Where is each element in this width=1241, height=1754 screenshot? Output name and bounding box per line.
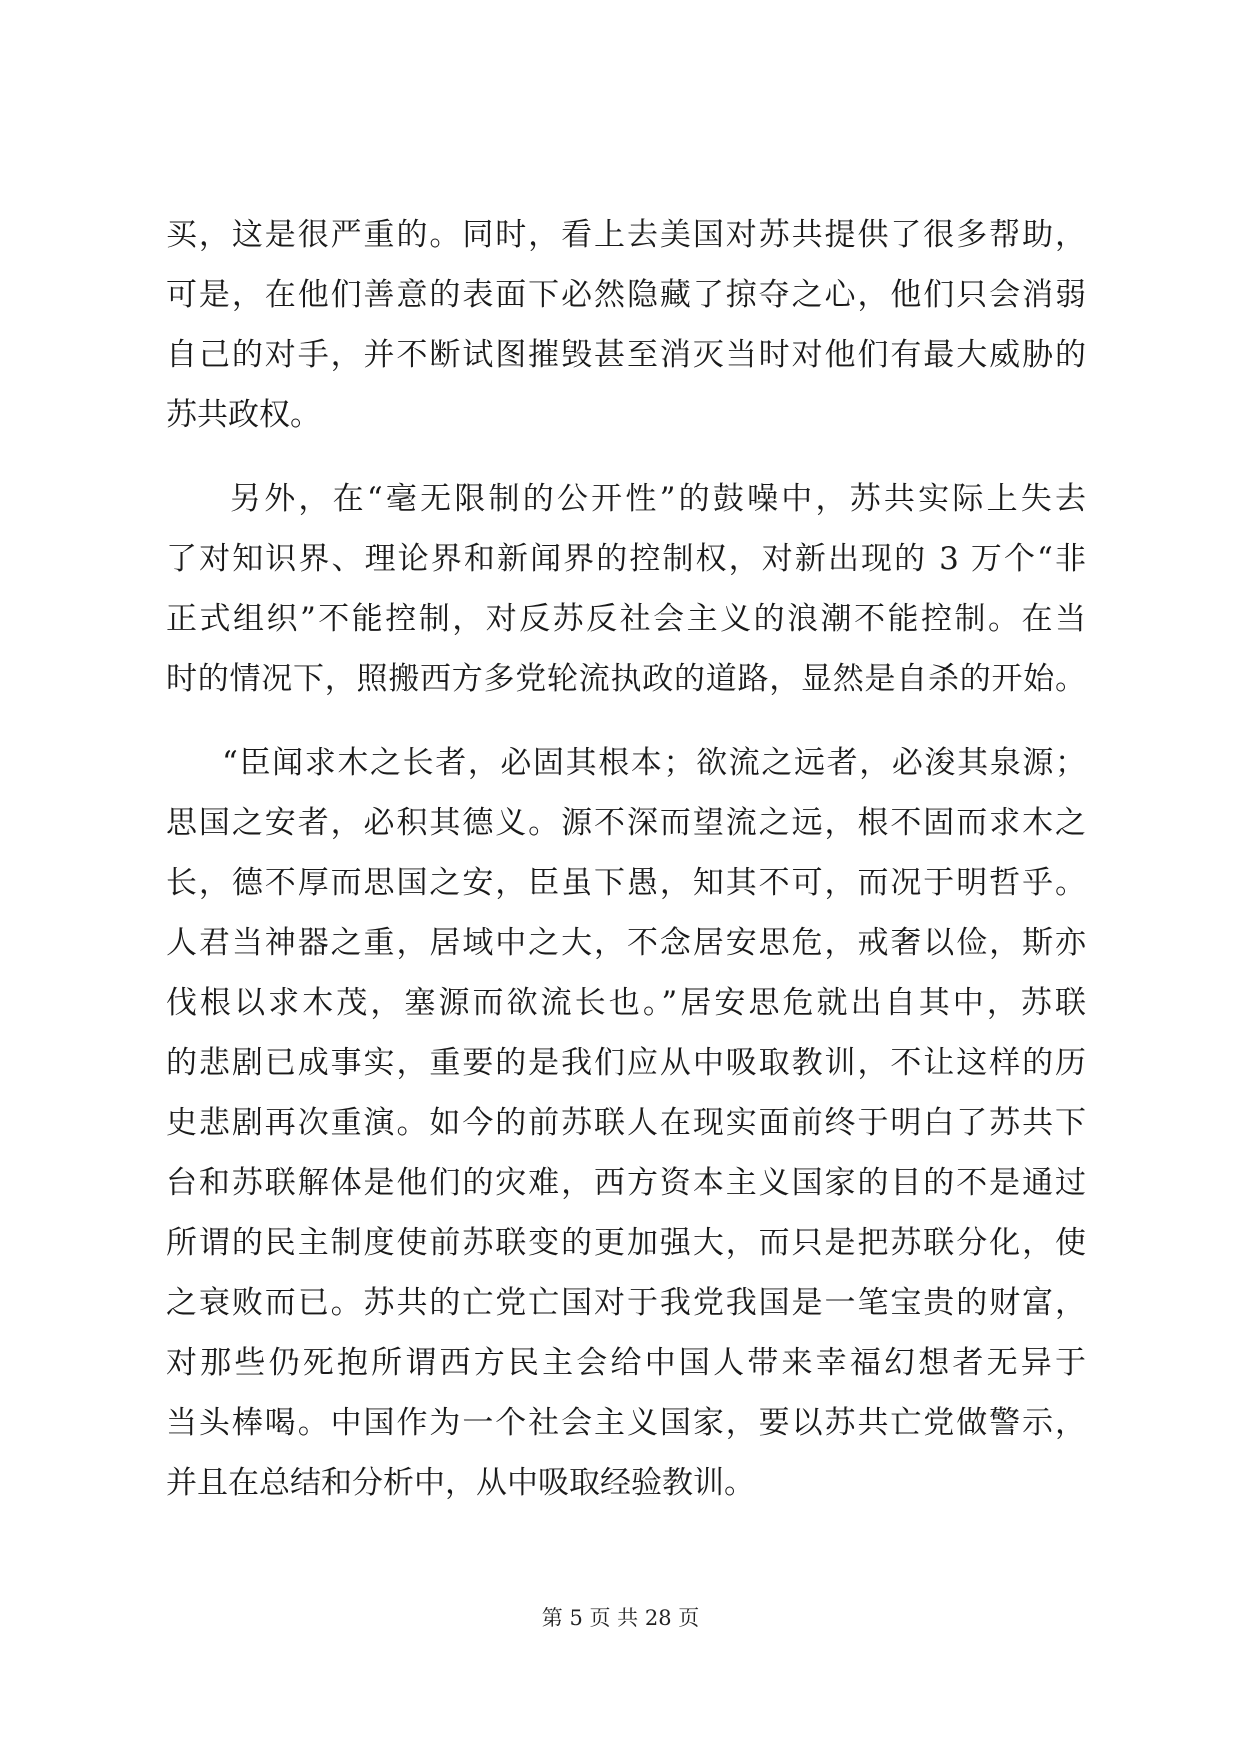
text-line: 自己的对手，并不断试图摧毁甚至消灭当时对他们有最大威胁的 [166,337,1086,373]
text-line: 买，这是很严重的。同时，看上去美国对苏共提供了很多帮助， [166,217,1086,253]
text-line: 所谓的民主制度使前苏联变的更加强大，而只是把苏联分化，使 [166,1225,1086,1261]
text-line: 苏共政权。 [166,397,321,433]
text-line: 史悲剧再次重演。如今的前苏联人在现实面前终于明白了苏共下 [166,1105,1086,1141]
text-line: 可是，在他们善意的表面下必然隐藏了掠夺之心，他们只会消弱 [166,277,1086,313]
text-line: 另外，在“毫无限制的公开性”的鼓噪中，苏共实际上失去 [230,481,1086,517]
text-line: 当头棒喝。中国作为一个社会主义国家，要以苏共亡党做警示， [166,1405,1086,1441]
text-line: 并且在总结和分析中，从中吸取经验教训。 [166,1465,755,1501]
text-line: 之衰败而已。苏共的亡党亡国对于我党我国是一笔宝贵的财富， [166,1285,1086,1321]
page-number-footer: 第 5 页 共 28 页 [541,1606,700,1630]
text-line: 了对知识界、理论界和新闻界的控制权，对新出现的 3 万个“非 [166,541,1086,577]
text-line: 时的情况下，照搬西方多党轮流执政的道路，显然是自杀的开始。 [166,661,1086,697]
text-line: 思国之安者，必积其德义。源不深而望流之远，根不固而求木之 [166,805,1086,841]
text-line: 长，德不厚而思国之安，臣虽下愚，知其不可，而况于明哲乎。 [166,865,1086,901]
text-line: 对那些仍死抱所谓西方民主会给中国人带来幸福幻想者无异于 [166,1345,1086,1381]
text-line: 伐根以求木茂，塞源而欲流长也。”居安思危就出自其中，苏联 [166,985,1086,1021]
text-line: 人君当神器之重，居域中之大，不念居安思危，戒奢以俭，斯亦 [166,925,1086,961]
text-line: 台和苏联解体是他们的灾难，西方资本主义国家的目的不是通过 [166,1165,1086,1201]
text-line: 的悲剧已成事实，重要的是我们应从中吸取教训，不让这样的历 [166,1045,1086,1081]
text-line: “臣闻求木之长者，必固其根本；欲流之远者，必浚其泉源； [222,745,1086,781]
text-line: 正式组织”不能控制，对反苏反社会主义的浪潮不能控制。在当 [166,601,1086,637]
